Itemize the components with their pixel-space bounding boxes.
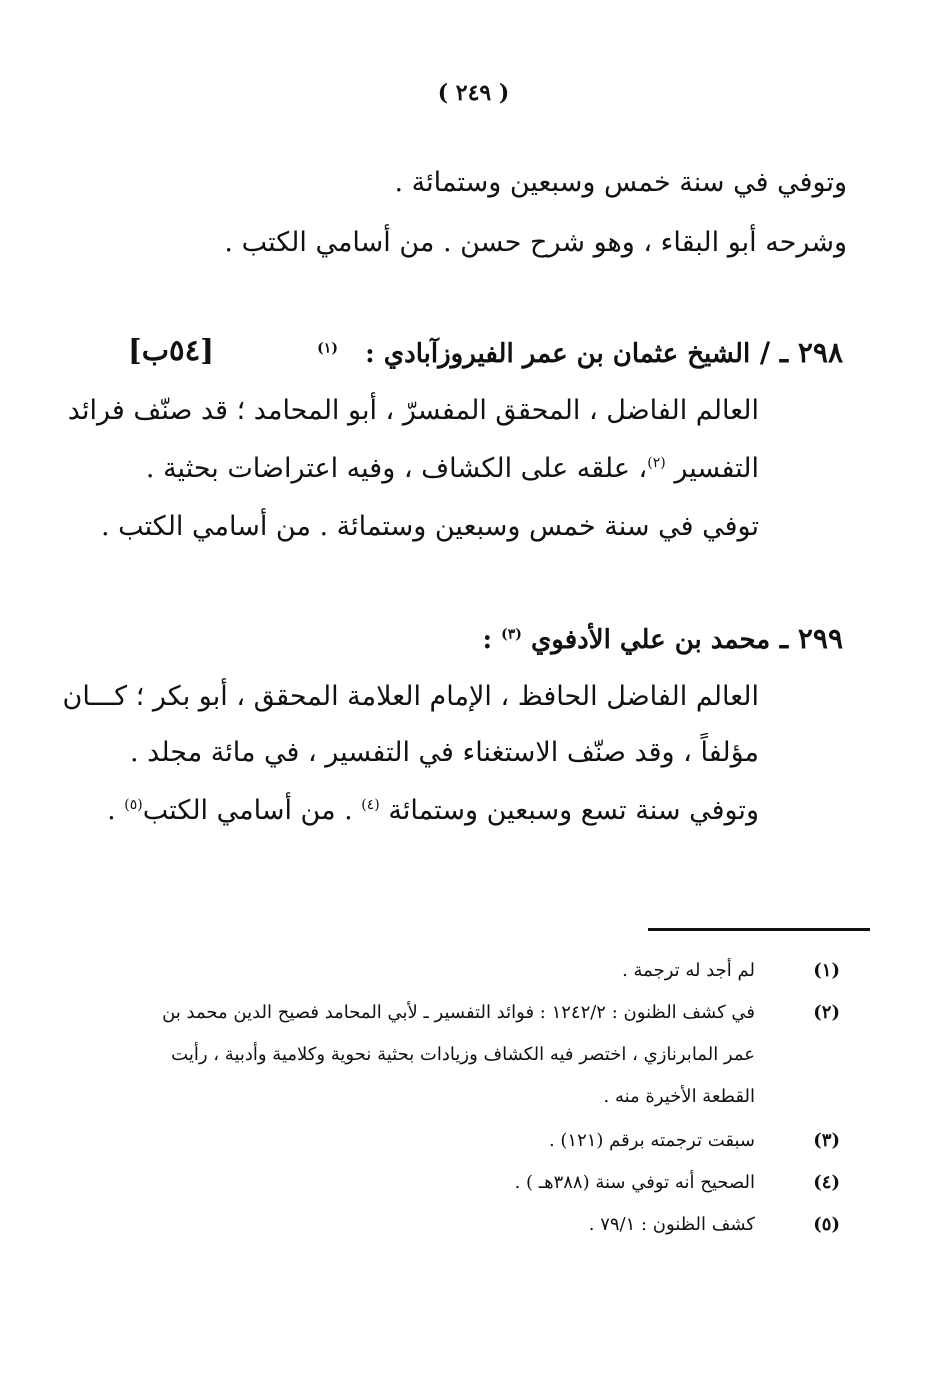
entry-299-line-3 <box>107 794 759 828</box>
footnote-ref-2: (٢) <box>647 455 666 471</box>
entry-299-line-1: العالم الفاضل الحافظ ، الإمام العلامة المحقق ، أبو بكر ؛ كـــان <box>62 681 759 712</box>
footnote-1-number: (١) <box>813 960 840 981</box>
entry-298-number: ٢٩٨ ـ / <box>750 336 843 369</box>
entry-299-name: محمد بن علي الأدفوي <box>530 625 771 655</box>
entry-299-heading <box>482 622 843 655</box>
entry-298-line-1: العالم الفاضل ، المحقق المفسرّ ، أبو المحامد ؛ قد صنّف فرائد <box>67 395 759 426</box>
entry-299-line-3c: . <box>107 795 125 826</box>
entry-299-line-2: مؤلفاً ، وقد صنّف الاستغناء في التفسير ، في مائة مجلد . <box>129 737 759 768</box>
footnote-ref-3: (٣) <box>501 626 522 643</box>
entry-298-colon: : <box>365 339 384 369</box>
intro-line-1: وتوفي في سنة خمس وسبعين وستمائة . <box>394 167 847 198</box>
entry-298-name: الشيخ عثمان بن عمر الفيروزآبادي <box>383 339 751 369</box>
footnote-3-text: سبقت ترجمته برقم (١٢١) . <box>548 1130 755 1151</box>
footnote-2-number: (٢) <box>813 1002 840 1023</box>
folio-marker: [٥٤ب] <box>128 333 214 367</box>
entry-299-colon: : <box>482 625 502 655</box>
entry-298-line-2b: ، علقه على الكشاف ، وفيه اعتراضات بحثية . <box>145 453 648 484</box>
footnote-4-number: (٤) <box>813 1172 840 1193</box>
entry-298-line-2a: التفسير <box>674 453 759 484</box>
footnote-3-number: (٣) <box>813 1130 840 1151</box>
entry-298-heading <box>317 336 843 369</box>
footnote-ref-5: (٥) <box>124 797 143 813</box>
footnote-2-line-2: عمر المابرنازي ، اختصر فيه الكشاف وزيادات بحثية نحوية وكلامية وأدبية ، رأيت <box>171 1044 755 1065</box>
footnote-2-line-3: القطعة الأخيرة منه . <box>603 1086 755 1107</box>
footnote-4-text: الصحيح أنه توفي سنة (٣٨٨هـ ) . <box>514 1172 755 1193</box>
entry-298-line-3: توفي في سنة خمس وسبعين وستمائة . من أسامي الكتب . <box>100 511 759 542</box>
entry-299-line-3b: . من أسامي الكتب <box>142 795 362 826</box>
footnote-ref-1: (١) <box>317 340 338 357</box>
footnote-2-line-1: في كشف الظنون : ١٢٤٢/٢ : فوائد التفسير ـ لأبي المحامد فصيح الدين محمد بن <box>162 1002 755 1023</box>
entry-299-number: ٢٩٩ ـ <box>770 622 843 655</box>
entry-299-line-3a: وتوفي سنة تسع وسبعين وستمائة <box>388 795 759 826</box>
footnote-5-text: كشف الظنون : ٧٩/١ . <box>588 1214 755 1235</box>
footnote-5-number: (٥) <box>813 1214 840 1235</box>
footnote-divider <box>648 928 870 931</box>
entry-298-line-2 <box>146 452 759 486</box>
footnote-ref-4: (٤) <box>361 797 380 813</box>
page-number: ( ٢٤٩ ) <box>437 80 510 106</box>
intro-line-2: وشرحه أبو البقاء ، وهو شرح حسن . من أسامي الكتب . <box>224 227 847 258</box>
footnote-1-text: لم أجد له ترجمة . <box>622 960 755 981</box>
